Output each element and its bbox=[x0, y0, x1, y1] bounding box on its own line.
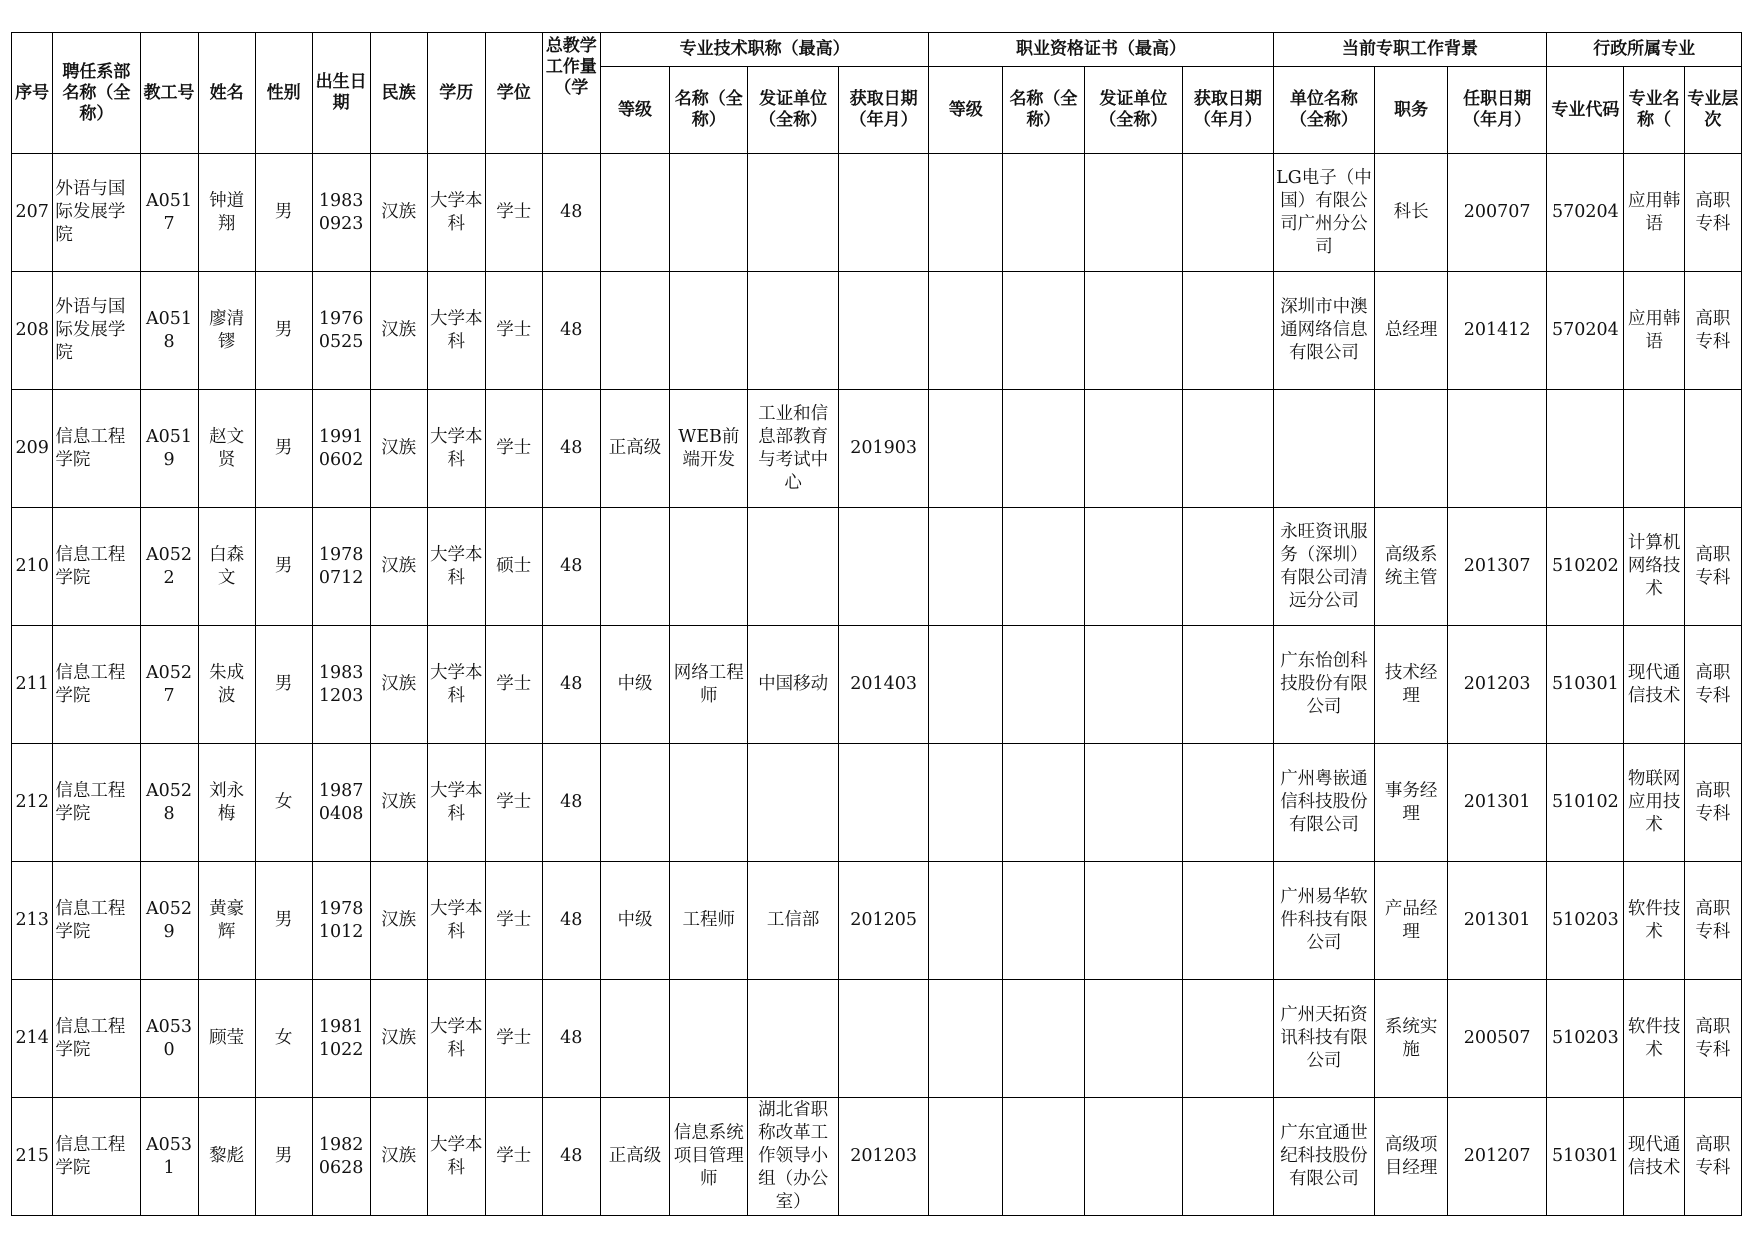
cell-t-issuer: 湖北省职称改革工作领导小组（办公室） bbox=[748, 1098, 839, 1216]
cell-gender: 男 bbox=[255, 390, 312, 508]
cell-j-date: 200707 bbox=[1447, 154, 1546, 272]
table-header bbox=[12, 33, 1742, 154]
cell-c-name bbox=[1003, 626, 1085, 744]
cell-t-level: 中级 bbox=[600, 626, 669, 744]
cell-t-date bbox=[838, 744, 929, 862]
cell-t-date bbox=[838, 980, 929, 1098]
cell-m-name: 现代通信技术 bbox=[1624, 1098, 1684, 1216]
cell-j-unit: 广州粤嵌通信科技股份有限公司 bbox=[1273, 744, 1375, 862]
cell-c-name bbox=[1003, 154, 1085, 272]
cell-j-date: 200507 bbox=[1447, 980, 1546, 1098]
cell-dept: 信息工程学院 bbox=[53, 626, 140, 744]
cell-c-issuer bbox=[1084, 1098, 1182, 1216]
cell-c-date bbox=[1183, 980, 1274, 1098]
cell-dept: 外语与国际发展学院 bbox=[53, 154, 140, 272]
cell-c-name bbox=[1003, 272, 1085, 390]
cell-seq: 209 bbox=[12, 390, 53, 508]
cell-ethnicity: 汉族 bbox=[370, 980, 427, 1098]
cell-c-date bbox=[1183, 390, 1274, 508]
cell-t-name bbox=[670, 272, 748, 390]
cell-j-position: 高级项目经理 bbox=[1375, 1098, 1448, 1216]
cell-t-date: 201903 bbox=[838, 390, 929, 508]
cell-seq: 214 bbox=[12, 980, 53, 1098]
cell-gender: 女 bbox=[255, 980, 312, 1098]
cell-c-issuer bbox=[1084, 390, 1182, 508]
cell-m-name: 软件技术 bbox=[1624, 862, 1684, 980]
cell-c-date bbox=[1183, 744, 1274, 862]
cell-t-level: 正高级 bbox=[600, 390, 669, 508]
cell-workload: 48 bbox=[542, 272, 600, 390]
header-major-level: 专业层次 bbox=[1684, 67, 1741, 154]
cell-emp-no: A0528 bbox=[140, 744, 198, 862]
cell-gender: 女 bbox=[255, 744, 312, 862]
cell-c-name bbox=[1003, 744, 1085, 862]
cell-m-level: 高职专科 bbox=[1684, 626, 1741, 744]
cell-t-date bbox=[838, 154, 929, 272]
cell-ethnicity: 汉族 bbox=[370, 744, 427, 862]
cell-m-level: 高职专科 bbox=[1684, 1098, 1741, 1216]
cell-t-level bbox=[600, 744, 669, 862]
cell-c-issuer bbox=[1084, 980, 1182, 1098]
cell-ethnicity: 汉族 bbox=[370, 508, 427, 626]
cell-j-date: 201301 bbox=[1447, 862, 1546, 980]
cell-t-issuer bbox=[748, 154, 839, 272]
header-title-date: 获取日期（年月） bbox=[838, 67, 929, 154]
cell-name: 顾莹 bbox=[198, 980, 255, 1098]
cell-birth: 19831203 bbox=[312, 626, 370, 744]
table-body bbox=[12, 154, 1742, 1216]
cell-name: 黎彪 bbox=[198, 1098, 255, 1216]
cell-m-name: 计算机网络技术 bbox=[1624, 508, 1684, 626]
cell-c-issuer bbox=[1084, 154, 1182, 272]
cell-birth: 19820628 bbox=[312, 1098, 370, 1216]
cell-j-position: 事务经理 bbox=[1375, 744, 1448, 862]
cell-t-issuer bbox=[748, 508, 839, 626]
cell-m-code: 510301 bbox=[1547, 626, 1624, 744]
table-row bbox=[12, 1098, 1742, 1216]
header-seq: 序号 bbox=[12, 33, 53, 154]
cell-emp-no: A0527 bbox=[140, 626, 198, 744]
cell-c-level bbox=[929, 626, 1003, 744]
header-degree: 学位 bbox=[485, 33, 542, 154]
cell-emp-no: A0531 bbox=[140, 1098, 198, 1216]
cell-m-code: 510301 bbox=[1547, 1098, 1624, 1216]
cell-t-name bbox=[670, 744, 748, 862]
cell-j-unit: 广东宜通世纪科技股份有限公司 bbox=[1273, 1098, 1375, 1216]
cell-seq: 208 bbox=[12, 272, 53, 390]
header-dept: 聘任系部名称（全称） bbox=[53, 33, 140, 154]
cell-m-name: 应用韩语 bbox=[1624, 272, 1684, 390]
cell-c-name bbox=[1003, 508, 1085, 626]
cell-m-code: 510203 bbox=[1547, 980, 1624, 1098]
header-group-title: 专业技术职称（最高） bbox=[600, 33, 929, 67]
header-title-issuer: 发证单位（全称） bbox=[748, 67, 839, 154]
cell-gender: 男 bbox=[255, 272, 312, 390]
cell-seq: 210 bbox=[12, 508, 53, 626]
table-row bbox=[12, 272, 1742, 390]
cell-name: 刘永梅 bbox=[198, 744, 255, 862]
cell-c-date bbox=[1183, 508, 1274, 626]
table-row bbox=[12, 390, 1742, 508]
cell-j-date: 201307 bbox=[1447, 508, 1546, 626]
cell-education: 大学本科 bbox=[427, 508, 485, 626]
cell-seq: 215 bbox=[12, 1098, 53, 1216]
cell-c-level bbox=[929, 980, 1003, 1098]
cell-education: 大学本科 bbox=[427, 390, 485, 508]
header-birth: 出生日期 bbox=[312, 33, 370, 154]
cell-name: 钟道翔 bbox=[198, 154, 255, 272]
cell-gender: 男 bbox=[255, 508, 312, 626]
table-row bbox=[12, 744, 1742, 862]
cell-ethnicity: 汉族 bbox=[370, 390, 427, 508]
cell-t-name bbox=[670, 508, 748, 626]
cell-c-date bbox=[1183, 862, 1274, 980]
cell-j-position: 技术经理 bbox=[1375, 626, 1448, 744]
cell-m-level: 高职专科 bbox=[1684, 272, 1741, 390]
cell-m-name bbox=[1624, 390, 1684, 508]
header-name: 姓名 bbox=[198, 33, 255, 154]
cell-workload: 48 bbox=[542, 862, 600, 980]
cell-j-date bbox=[1447, 390, 1546, 508]
cell-m-level: 高职专科 bbox=[1684, 508, 1741, 626]
header-cert-date: 获取日期（年月） bbox=[1183, 67, 1274, 154]
cell-ethnicity: 汉族 bbox=[370, 626, 427, 744]
cell-gender: 男 bbox=[255, 862, 312, 980]
cell-degree: 学士 bbox=[485, 390, 542, 508]
cell-birth: 19830923 bbox=[312, 154, 370, 272]
cell-gender: 男 bbox=[255, 1098, 312, 1216]
cell-t-date: 201205 bbox=[838, 862, 929, 980]
cell-workload: 48 bbox=[542, 1098, 600, 1216]
cell-education: 大学本科 bbox=[427, 272, 485, 390]
cell-c-date bbox=[1183, 154, 1274, 272]
cell-t-name: 工程师 bbox=[670, 862, 748, 980]
table-row bbox=[12, 154, 1742, 272]
cell-c-level bbox=[929, 744, 1003, 862]
cell-j-position bbox=[1375, 390, 1448, 508]
cell-m-name: 物联网应用技术 bbox=[1624, 744, 1684, 862]
cell-degree: 硕士 bbox=[485, 508, 542, 626]
cell-j-unit: 广州易华软件科技有限公司 bbox=[1273, 862, 1375, 980]
cell-t-level bbox=[600, 154, 669, 272]
cell-t-name: 信息系统项目管理师 bbox=[670, 1098, 748, 1216]
cell-birth: 19811022 bbox=[312, 980, 370, 1098]
cell-m-code: 510102 bbox=[1547, 744, 1624, 862]
cell-t-issuer: 中国移动 bbox=[748, 626, 839, 744]
cell-c-name bbox=[1003, 1098, 1085, 1216]
cell-m-level: 高职专科 bbox=[1684, 862, 1741, 980]
cell-t-name: WEB前端开发 bbox=[670, 390, 748, 508]
cell-t-level bbox=[600, 980, 669, 1098]
cell-gender: 男 bbox=[255, 154, 312, 272]
cell-m-name: 现代通信技术 bbox=[1624, 626, 1684, 744]
cell-education: 大学本科 bbox=[427, 154, 485, 272]
cell-c-name bbox=[1003, 980, 1085, 1098]
header-group-major: 行政所属专业 bbox=[1547, 33, 1742, 67]
header-title-level: 等级 bbox=[600, 67, 669, 154]
cell-c-issuer bbox=[1084, 744, 1182, 862]
cell-dept: 信息工程学院 bbox=[53, 1098, 140, 1216]
cell-c-level bbox=[929, 508, 1003, 626]
header-workload: 总教学工作量（学 bbox=[542, 33, 600, 154]
cell-workload: 48 bbox=[542, 154, 600, 272]
cell-workload: 48 bbox=[542, 626, 600, 744]
cell-c-level bbox=[929, 862, 1003, 980]
header-emp-no: 教工号 bbox=[140, 33, 198, 154]
cell-c-date bbox=[1183, 626, 1274, 744]
cell-m-level: 高职专科 bbox=[1684, 744, 1741, 862]
cell-t-date: 201203 bbox=[838, 1098, 929, 1216]
header-group-job: 当前专职工作背景 bbox=[1273, 33, 1547, 67]
cell-m-level bbox=[1684, 390, 1741, 508]
cell-m-code: 570204 bbox=[1547, 272, 1624, 390]
cell-emp-no: A0519 bbox=[140, 390, 198, 508]
cell-education: 大学本科 bbox=[427, 862, 485, 980]
cell-dept: 信息工程学院 bbox=[53, 390, 140, 508]
cell-birth: 19870408 bbox=[312, 744, 370, 862]
cell-emp-no: A0530 bbox=[140, 980, 198, 1098]
cell-t-level: 正高级 bbox=[600, 1098, 669, 1216]
cell-degree: 学士 bbox=[485, 1098, 542, 1216]
cell-workload: 48 bbox=[542, 744, 600, 862]
header-job-position: 职务 bbox=[1375, 67, 1448, 154]
cell-m-code: 570204 bbox=[1547, 154, 1624, 272]
cell-c-date bbox=[1183, 1098, 1274, 1216]
cell-t-date bbox=[838, 508, 929, 626]
cell-j-unit: 广州天拓资讯科技有限公司 bbox=[1273, 980, 1375, 1098]
header-cert-name: 名称（全称） bbox=[1003, 67, 1085, 154]
cell-c-level bbox=[929, 272, 1003, 390]
header-cert-level: 等级 bbox=[929, 67, 1003, 154]
cell-name: 白森文 bbox=[198, 508, 255, 626]
header-title-name: 名称（全称） bbox=[670, 67, 748, 154]
cell-name: 朱成波 bbox=[198, 626, 255, 744]
cell-c-name bbox=[1003, 862, 1085, 980]
cell-j-unit bbox=[1273, 390, 1375, 508]
cell-emp-no: A0517 bbox=[140, 154, 198, 272]
cell-birth: 19760525 bbox=[312, 272, 370, 390]
header-major-code: 专业代码 bbox=[1547, 67, 1624, 154]
cell-t-issuer bbox=[748, 980, 839, 1098]
cell-gender: 男 bbox=[255, 626, 312, 744]
cell-c-issuer bbox=[1084, 626, 1182, 744]
cell-t-name: 网络工程师 bbox=[670, 626, 748, 744]
cell-education: 大学本科 bbox=[427, 626, 485, 744]
cell-dept: 信息工程学院 bbox=[53, 980, 140, 1098]
cell-j-position: 系统实施 bbox=[1375, 980, 1448, 1098]
table-row bbox=[12, 980, 1742, 1098]
cell-c-level bbox=[929, 390, 1003, 508]
cell-workload: 48 bbox=[542, 980, 600, 1098]
cell-j-position: 总经理 bbox=[1375, 272, 1448, 390]
cell-c-level bbox=[929, 154, 1003, 272]
teacher-roster-table bbox=[11, 32, 1742, 1216]
cell-birth: 19781012 bbox=[312, 862, 370, 980]
cell-m-name: 应用韩语 bbox=[1624, 154, 1684, 272]
cell-t-issuer: 工业和信息部教育与考试中心 bbox=[748, 390, 839, 508]
cell-ethnicity: 汉族 bbox=[370, 1098, 427, 1216]
cell-degree: 学士 bbox=[485, 980, 542, 1098]
cell-name: 赵文贤 bbox=[198, 390, 255, 508]
cell-m-code: 510202 bbox=[1547, 508, 1624, 626]
cell-j-date: 201412 bbox=[1447, 272, 1546, 390]
cell-degree: 学士 bbox=[485, 154, 542, 272]
cell-ethnicity: 汉族 bbox=[370, 154, 427, 272]
cell-degree: 学士 bbox=[485, 626, 542, 744]
header-major-name: 专业名称（ bbox=[1624, 67, 1684, 154]
cell-seq: 207 bbox=[12, 154, 53, 272]
cell-t-level bbox=[600, 508, 669, 626]
cell-workload: 48 bbox=[542, 390, 600, 508]
table-row bbox=[12, 508, 1742, 626]
cell-m-code: 510203 bbox=[1547, 862, 1624, 980]
cell-name: 黄豪辉 bbox=[198, 862, 255, 980]
cell-j-unit: 广东怡创科技股份有限公司 bbox=[1273, 626, 1375, 744]
cell-emp-no: A0518 bbox=[140, 272, 198, 390]
cell-degree: 学士 bbox=[485, 862, 542, 980]
cell-ethnicity: 汉族 bbox=[370, 272, 427, 390]
cell-c-level bbox=[929, 1098, 1003, 1216]
cell-c-name bbox=[1003, 390, 1085, 508]
cell-c-date bbox=[1183, 272, 1274, 390]
cell-j-unit: LG电子（中国）有限公司广州分公司 bbox=[1273, 154, 1375, 272]
cell-ethnicity: 汉族 bbox=[370, 862, 427, 980]
cell-j-unit: 永旺资讯服务（深圳）有限公司清远分公司 bbox=[1273, 508, 1375, 626]
cell-j-position: 高级系统主管 bbox=[1375, 508, 1448, 626]
cell-t-name bbox=[670, 154, 748, 272]
cell-j-date: 201203 bbox=[1447, 626, 1546, 744]
cell-emp-no: A0529 bbox=[140, 862, 198, 980]
cell-emp-no: A0522 bbox=[140, 508, 198, 626]
cell-m-code bbox=[1547, 390, 1624, 508]
cell-t-issuer bbox=[748, 272, 839, 390]
cell-birth: 19780712 bbox=[312, 508, 370, 626]
cell-t-level: 中级 bbox=[600, 862, 669, 980]
cell-j-date: 201207 bbox=[1447, 1098, 1546, 1216]
cell-t-date: 201403 bbox=[838, 626, 929, 744]
header-job-unit: 单位名称（全称） bbox=[1273, 67, 1375, 154]
header-cert-issuer: 发证单位（全称） bbox=[1084, 67, 1182, 154]
header-ethnicity: 民族 bbox=[370, 33, 427, 154]
cell-birth: 19910602 bbox=[312, 390, 370, 508]
cell-degree: 学士 bbox=[485, 744, 542, 862]
cell-dept: 信息工程学院 bbox=[53, 862, 140, 980]
cell-dept: 外语与国际发展学院 bbox=[53, 272, 140, 390]
cell-j-date: 201301 bbox=[1447, 744, 1546, 862]
cell-t-level bbox=[600, 272, 669, 390]
cell-education: 大学本科 bbox=[427, 744, 485, 862]
cell-name: 廖清镠 bbox=[198, 272, 255, 390]
cell-t-issuer bbox=[748, 744, 839, 862]
cell-seq: 213 bbox=[12, 862, 53, 980]
cell-education: 大学本科 bbox=[427, 1098, 485, 1216]
cell-t-name bbox=[670, 980, 748, 1098]
cell-seq: 212 bbox=[12, 744, 53, 862]
cell-t-issuer: 工信部 bbox=[748, 862, 839, 980]
header-gender: 性别 bbox=[255, 33, 312, 154]
header-group-cert: 职业资格证书（最高） bbox=[929, 33, 1273, 67]
cell-c-issuer bbox=[1084, 862, 1182, 980]
cell-j-position: 科长 bbox=[1375, 154, 1448, 272]
cell-m-level: 高职专科 bbox=[1684, 154, 1741, 272]
header-education: 学历 bbox=[427, 33, 485, 154]
cell-c-issuer bbox=[1084, 508, 1182, 626]
cell-dept: 信息工程学院 bbox=[53, 508, 140, 626]
cell-dept: 信息工程学院 bbox=[53, 744, 140, 862]
table-row bbox=[12, 862, 1742, 980]
table-row bbox=[12, 626, 1742, 744]
cell-j-unit: 深圳市中澳通网络信息有限公司 bbox=[1273, 272, 1375, 390]
cell-c-issuer bbox=[1084, 272, 1182, 390]
cell-degree: 学士 bbox=[485, 272, 542, 390]
cell-j-position: 产品经理 bbox=[1375, 862, 1448, 980]
header-job-date: 任职日期（年月） bbox=[1447, 67, 1546, 154]
cell-t-date bbox=[838, 272, 929, 390]
cell-education: 大学本科 bbox=[427, 980, 485, 1098]
cell-seq: 211 bbox=[12, 626, 53, 744]
cell-m-level: 高职专科 bbox=[1684, 980, 1741, 1098]
cell-m-name: 软件技术 bbox=[1624, 980, 1684, 1098]
cell-workload: 48 bbox=[542, 508, 600, 626]
